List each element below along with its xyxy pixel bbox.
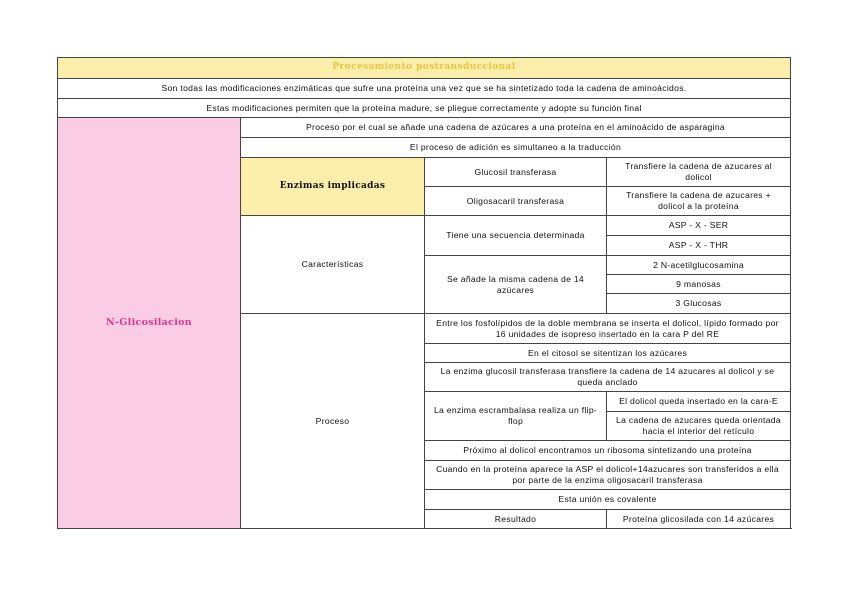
n-glico-simultaneo: El proceso de adición es simultaneo a la traducción <box>241 138 791 158</box>
proceso-step-1: Entre los fosfolípidos de la doble membrana se inserta el dolicol, lípido formado por 16 unidades de isopreso insertado en la cara P del RE <box>425 314 791 344</box>
enzima-oligo-desc: Transfiere la cadena de azucares + dolicol a la proteína <box>607 187 791 216</box>
seq-asp-thr: ASP - X - THR <box>607 236 791 256</box>
n-glicosilacion-label: N-Glicosilacion <box>58 118 241 529</box>
resultado-value: Proteína glicosilada con 14 azúcares <box>607 510 791 529</box>
resultado-label: Resultado <box>425 510 607 529</box>
proceso-label: Proceso <box>241 314 425 529</box>
proceso-step-2: En el citosol se sitentizan los azúcares <box>425 344 791 363</box>
intro-purpose: Estas modificaciones permiten que la proteína madure, se pliegue correctamente y adopte su función final <box>58 99 791 118</box>
proceso-step-4: La enzima escrambalasa realiza un flip-flop <box>425 392 607 441</box>
enzima-glucosil-name: Glucosil transferasa <box>425 158 607 187</box>
enzimas-label: Enzimas implicadas <box>241 158 425 216</box>
enzima-oligo-name: Oligosacaril transferasa <box>425 187 607 216</box>
table-title: Procesamiento postransduccional <box>58 58 791 79</box>
cadena-cell: Se añade la misma cadena de 14 azúcares <box>425 256 607 314</box>
proceso-step-4a: El dolicol queda insertado en la cara-E <box>607 392 791 412</box>
proceso-step-3: La enzima glucosil transferasa transfiere la cadena de 14 azucares al dolicol y se queda anclado <box>425 363 791 392</box>
proceso-step-4b: La cadena de azucares queda orientada hacia el interior del retículo <box>607 412 791 441</box>
sugar-glucosas: 3 Glucosas <box>607 294 791 314</box>
proceso-step-7: Esta unión es covalente <box>425 490 791 510</box>
proceso-step-6: Cuando en la proteína aparece la ASP el dolicol+14azucares son transferidos a ella por parte de la enzima oligosacaril transferasa <box>425 461 791 490</box>
intro-definition: Son todas las modificaciones enzimáticas que sufre una proteína una vez que se ha sintetizado toda la cadena de aminoácidos. <box>58 79 791 99</box>
enzima-glucosil-desc: Transfiere la cadena de azucares al dolicol <box>607 158 791 187</box>
sugar-acetil: 2 N-acetilglucosamina <box>607 256 791 275</box>
summary-table <box>57 57 791 529</box>
sugar-manosas: 9 manosas <box>607 275 791 294</box>
n-glico-definition: Proceso por el cual se añade una cadena de azúcares a una proteína en el aminoácido de asparagina <box>241 118 791 138</box>
proceso-step-5: Próximo al dolicol encontramos un ribosoma sintetizando una proteína <box>425 441 791 461</box>
caracteristicas-label: Características <box>241 216 425 314</box>
seq-asp-ser: ASP - X - SER <box>607 216 791 236</box>
secuencia-cell: Tiene una secuencia determinada <box>425 216 607 256</box>
